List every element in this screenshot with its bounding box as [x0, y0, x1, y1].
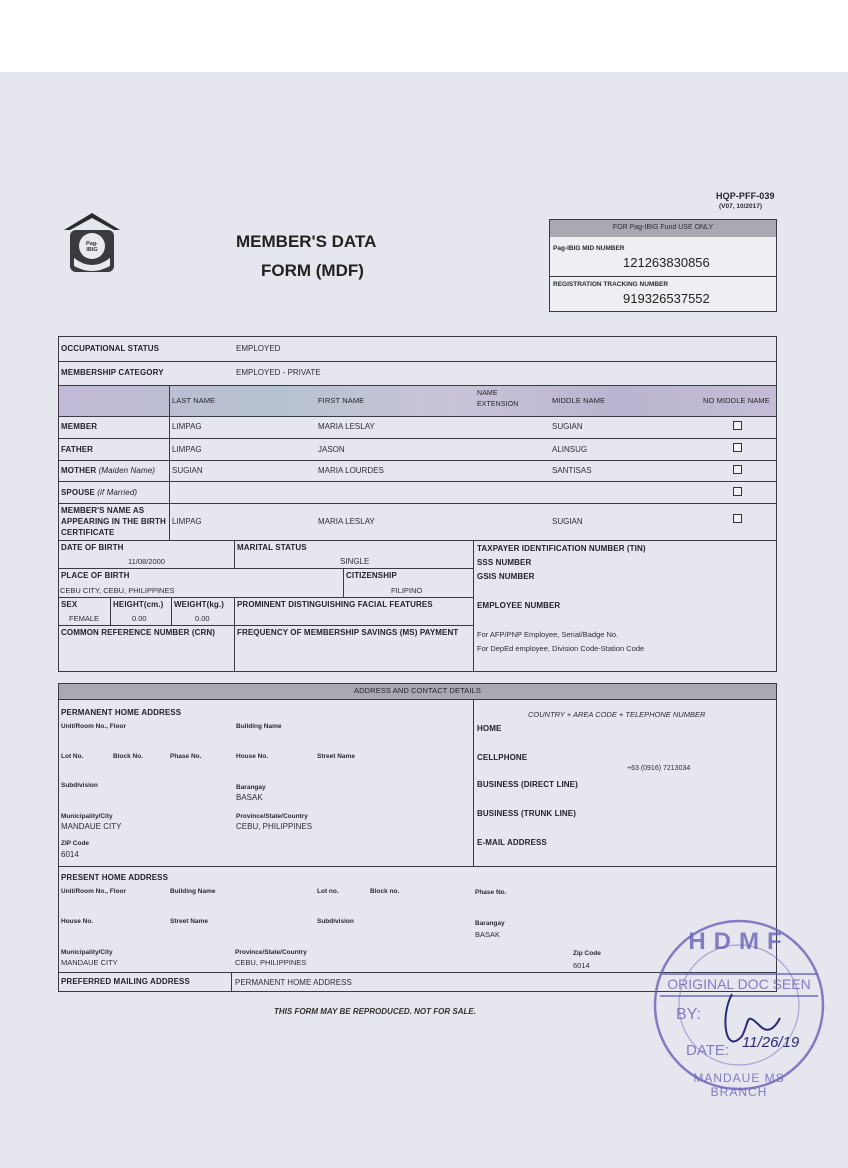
business-direct-label: BUSINESS (DIRECT LINE)	[477, 780, 578, 789]
membership-category-value: EMPLOYED - PRIVATE	[236, 368, 321, 377]
col-ext-line1: NAME	[477, 390, 498, 397]
pob-label: PLACE OF BIRTH	[61, 571, 130, 580]
col-line	[234, 540, 235, 568]
pres-province-value: CEBU, PHILIPPINES	[235, 958, 307, 967]
rtn-label: REGISTRATION TRACKING NUMBER	[553, 281, 669, 288]
citizenship-label: CITIZENSHIP	[346, 571, 397, 580]
stamp-date-label: DATE:	[686, 1042, 730, 1059]
col-line	[231, 972, 232, 992]
form-version: (V07, 10/2017)	[719, 203, 763, 210]
weight-label: WEIGHT(kg.)	[174, 600, 224, 609]
perm-subdivision-label: Subdivision	[61, 782, 98, 789]
member-no-middle-checkbox[interactable]	[733, 421, 742, 430]
sss-label: SSS NUMBER	[477, 558, 532, 567]
col-line	[473, 699, 474, 866]
pres-building-label: Building Name	[170, 888, 216, 895]
perm-province-value: CEBU, PHILIPPINES	[236, 822, 313, 831]
perm-block-label: Block No.	[113, 753, 143, 760]
row-line	[58, 460, 777, 461]
father-middle-name: ALINSUG	[552, 445, 588, 454]
pres-barangay-label: Barangay	[475, 920, 505, 927]
member-middle-name: SUGIAN	[552, 422, 583, 431]
col-line	[473, 540, 474, 672]
pres-block-label: Block no.	[370, 888, 400, 895]
perm-barangay-value: BASAK	[236, 793, 263, 802]
weight-value: 0.00	[195, 614, 210, 623]
spouse-no-middle-checkbox[interactable]	[733, 487, 742, 496]
birth-cert-label-1: MEMBER'S NAME AS	[61, 506, 145, 515]
gsis-label: GSIS NUMBER	[477, 572, 535, 581]
pres-unit-label: Unit/Room No., Floor	[61, 888, 126, 895]
stamp-branch-text: MANDAUE MS BRANCH	[693, 1071, 785, 1099]
member-row-label: MEMBER	[61, 422, 98, 431]
mother-last-name: SUGIAN	[172, 466, 203, 475]
member-first-name: MARIA LESLAY	[318, 422, 375, 431]
row-line	[58, 438, 777, 439]
stamp-middle-text: ORIGINAL DOC SEEN	[667, 976, 811, 992]
perm-house-label: House No.	[236, 753, 269, 760]
col-line	[343, 568, 344, 597]
facial-features-label: PROMINENT DISTINGUISHING FACIAL FEATURES	[237, 600, 433, 609]
ms-payment-label: FREQUENCY OF MEMBERSHIP SAVINGS (MS) PAYMENT	[237, 628, 459, 637]
office-use-title: FOR Pag-IBIG Fund USE ONLY	[612, 224, 714, 231]
col-last-name: LAST NAME	[172, 396, 216, 405]
birth-cert-label-2: APPEARING IN THE BIRTH	[61, 517, 166, 526]
birth-cert-no-middle-checkbox[interactable]	[733, 514, 742, 523]
perm-lot-label: Lot No.	[61, 753, 84, 760]
mother-label-note: (Maiden Name)	[98, 466, 156, 475]
stamp-signature-date: 11/26/19	[742, 1034, 800, 1051]
row-line	[58, 866, 777, 867]
present-address-title: PRESENT HOME ADDRESS	[61, 873, 169, 882]
height-label: HEIGHT(cm.)	[113, 600, 164, 609]
deped-label: For DepEd employee, Division Code-Station Code	[477, 644, 645, 653]
perm-zip-value: 6014	[61, 850, 79, 859]
row-line	[58, 625, 234, 626]
perm-municipality-value: MANDAUE CITY	[61, 822, 122, 831]
mid-number-label: Pag-IBIG MID NUMBER	[553, 245, 625, 252]
member-last-name: LIMPAG	[172, 422, 202, 431]
col-line	[234, 597, 235, 672]
pres-zip-value: 6014	[573, 961, 590, 970]
marital-status-value: SINGLE	[340, 557, 370, 566]
mother-label-text: MOTHER	[61, 466, 97, 475]
height-value: 0.00	[132, 614, 147, 623]
afp-pnp-label: For AFP/PNP Employee, Serial/Badge No.	[477, 630, 619, 639]
address-section-title: ADDRESS AND CONTACT DETAILS	[354, 686, 481, 695]
spouse-row-label	[61, 488, 137, 497]
birth-cert-first-name: MARIA LESLAY	[318, 517, 375, 526]
pres-zip-label: Zip Code	[573, 950, 601, 957]
col-line	[169, 385, 170, 540]
cellphone-value: +63 (0916) 7213034	[627, 765, 691, 772]
row-line	[58, 481, 777, 482]
perm-street-label: Street Name	[317, 753, 355, 760]
row-line	[58, 540, 777, 541]
perm-zip-label: ZIP Code	[61, 840, 90, 847]
mother-no-middle-checkbox[interactable]	[733, 465, 742, 474]
col-middle-name: MIDDLE NAME	[552, 396, 606, 405]
names-header-band	[59, 385, 776, 417]
pres-municipality-value: MANDAUE CITY	[61, 958, 118, 967]
business-trunk-label: BUSINESS (TRUNK LINE)	[477, 809, 576, 818]
mid-number-value: 121263830856	[623, 255, 710, 270]
mother-middle-name: SANTISAS	[552, 466, 592, 475]
pob-value: CEBU CITY, CEBU, PHILIPPINES	[60, 586, 175, 595]
mother-row-label	[61, 466, 155, 475]
birth-cert-middle-name: SUGIAN	[552, 517, 583, 526]
perm-province-label: Province/State/Country	[236, 813, 308, 820]
perm-phase-label: Phase No.	[170, 753, 202, 760]
marital-status-label: MARITAL STATUS	[237, 543, 307, 552]
col-line	[110, 597, 111, 625]
mother-first-name: MARIA LOURDES	[318, 466, 384, 475]
tin-label: TAXPAYER IDENTIFICATION NUMBER (TIN)	[477, 544, 646, 553]
col-first-name: FIRST NAME	[318, 396, 365, 405]
pres-barangay-value: BASAK	[475, 930, 501, 939]
pagibig-logo	[62, 210, 122, 274]
pres-province-label: Province/State/Country	[235, 949, 307, 956]
mailing-address-value: PERMANENT HOME ADDRESS	[235, 978, 352, 987]
occupational-status-value: EMPLOYED	[236, 344, 281, 353]
father-last-name: LIMPAG	[172, 445, 202, 454]
cellphone-label: CELLPHONE	[477, 753, 528, 762]
col-no-middle: NO MIDDLE NAME	[703, 396, 770, 405]
pres-lot-label: Lot no.	[317, 888, 339, 895]
footer-note: THIS FORM MAY BE REPRODUCED. NOT FOR SALE.	[274, 1007, 476, 1016]
row-line	[58, 597, 473, 598]
perm-barangay-label: Barangay	[236, 784, 266, 791]
mailing-address-label: PREFERRED MAILING ADDRESS	[61, 977, 190, 986]
email-label: E-MAIL ADDRESS	[477, 838, 547, 847]
membership-category-label: MEMBERSHIP CATEGORY	[61, 368, 164, 377]
occupational-status-label: OCCUPATIONAL STATUS	[61, 344, 160, 353]
father-no-middle-checkbox[interactable]	[733, 443, 742, 452]
logo-text: Pag-IBIG	[86, 241, 98, 253]
birth-cert-last-name: LIMPAG	[172, 517, 202, 526]
stamp-by-label: BY:	[676, 1006, 701, 1023]
pres-phase-label: Phase No.	[475, 889, 507, 896]
form-title-line2: FORM (MDF)	[261, 261, 364, 280]
pres-municipality-label: Municipality/City	[61, 949, 113, 956]
permanent-address-title: PERMANENT HOME ADDRESS	[61, 708, 182, 717]
crn-label: COMMON REFERENCE NUMBER (CRN)	[61, 628, 216, 637]
dob-value: 11/08/2000	[128, 557, 165, 566]
perm-unit-label: Unit/Room No., Floor	[61, 723, 126, 730]
pres-subdivision-label: Subdivision	[317, 918, 354, 925]
col-ext-line2: EXTENSION	[477, 401, 519, 408]
row-line	[58, 568, 473, 569]
citizenship-value: FILIPINO	[391, 586, 423, 595]
rtn-value: 919326537552	[623, 291, 710, 306]
perm-building-label: Building Name	[236, 723, 282, 730]
row-line	[58, 361, 777, 362]
spouse-label-note: (if Married)	[97, 488, 138, 497]
employee-number-label: EMPLOYEE NUMBER	[477, 601, 561, 610]
stamp-top-text: HDMF	[688, 928, 790, 955]
col-line	[171, 597, 172, 625]
phone-format-hint: COUNTRY + AREA CODE + TELEPHONE NUMBER	[528, 710, 706, 719]
father-row-label: FATHER	[61, 445, 94, 454]
row-line	[234, 625, 473, 626]
spouse-label-text: SPOUSE	[61, 488, 95, 497]
dob-label: DATE OF BIRTH	[61, 543, 124, 552]
perm-municipality-label: Municipality/City	[61, 813, 113, 820]
pres-street-label: Street Name	[170, 918, 208, 925]
home-phone-label: HOME	[477, 724, 502, 733]
form-title-line1: MEMBER'S DATA	[236, 232, 377, 251]
office-divider	[550, 276, 776, 277]
form-code: HQP-PFF-039	[716, 191, 775, 201]
father-first-name: JASON	[318, 445, 345, 454]
pres-house-label: House No.	[61, 918, 94, 925]
hdmf-stamp	[650, 916, 828, 1099]
sex-value: FEMALE	[69, 614, 100, 623]
row-line	[58, 503, 777, 504]
sex-label: SEX	[61, 600, 78, 609]
birth-cert-label-3: CERTIFICATE	[61, 528, 115, 537]
